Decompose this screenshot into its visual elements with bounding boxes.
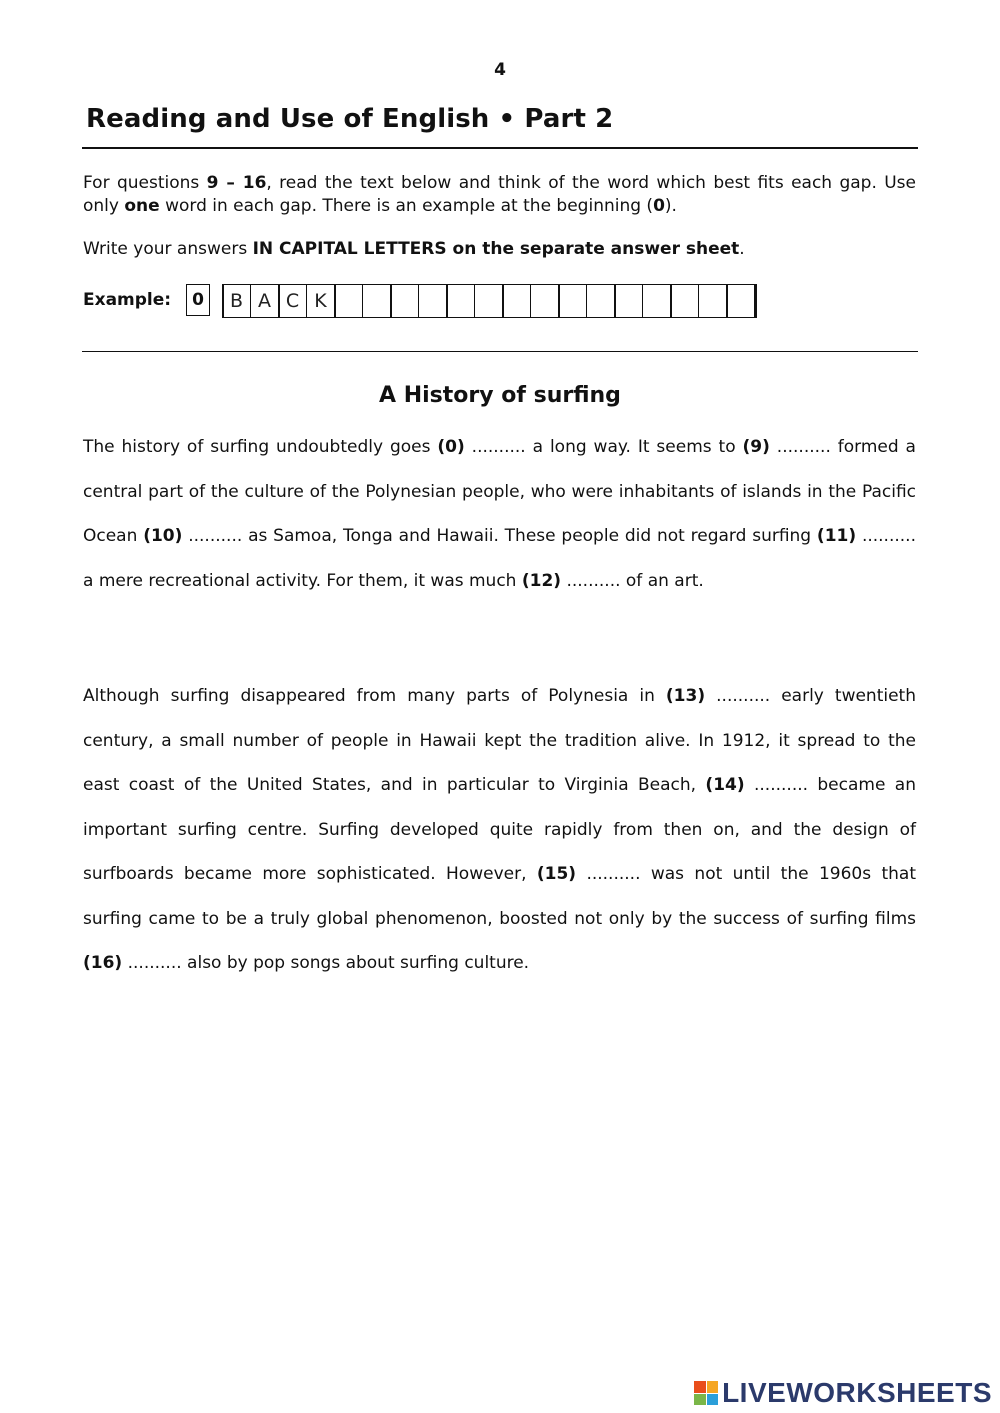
- instructions-line-2: Write your answers IN CAPITAL LETTERS on the separate answer sheet.: [83, 239, 745, 259]
- gap-13: (13): [665, 686, 706, 706]
- example-letter-cell: [446, 284, 474, 318]
- example-letter-cell: [418, 284, 446, 318]
- gap-12: (12): [521, 570, 562, 591]
- gap-10: (10): [143, 526, 183, 546]
- gap-16: (16): [83, 953, 123, 973]
- instructions-line-1: For questions 9 – 16, read the text below and think of the word which best fits each gap. Use only one word in each gap. There is an example at the beginning (0).: [83, 173, 916, 216]
- example-letter-cell: [502, 284, 530, 318]
- gap-15: (15): [536, 864, 577, 884]
- gap-9: (9): [742, 437, 770, 457]
- example-letter-cell: [362, 284, 390, 318]
- example-letter-grid: [222, 284, 757, 318]
- example-letter-cell: [334, 284, 362, 318]
- example-letter-cell: K: [306, 284, 334, 318]
- example-letter-cell: C: [278, 284, 306, 318]
- example-letter-cell: [558, 284, 586, 318]
- example-letter-cell: [642, 284, 670, 318]
- gap-11: (11): [816, 526, 857, 546]
- example-letter-cell: [390, 284, 418, 318]
- liveworksheets-watermark: [694, 1377, 992, 1409]
- example-letter-cell: [698, 284, 726, 318]
- example-letter-cell: A: [250, 284, 278, 318]
- paragraph-2: Although surfing disappeared from many parts of Polynesia in (13) .......... early twentieth century, a small number of people in Hawaii kept the tradition alive. In 1912, it spread to the east coast of the United States, and in particular to Virginia Beach, (14) .......... became an important surfing centre. Surfing developed quite rapidly from then on, and the design of surfboards became more sophisticated. However, (15) .......... was not until the 1960s that surfing came to be a truly global phenomenon, boosted not only by the success of surfing films (16) .......... also by pop songs about surfing culture.: [83, 686, 916, 973]
- text-title: A History of surfing: [379, 383, 621, 408]
- gap-14: (14): [705, 775, 745, 795]
- example-number-box: 0: [186, 284, 210, 316]
- section-title: Reading and Use of English • Part 2: [86, 104, 614, 134]
- example-letter-cell: [530, 284, 558, 318]
- example-letter-cell: [670, 284, 698, 318]
- logo-cell: [707, 1394, 719, 1406]
- paragraph-1: The history of surfing undoubtedly goes (0) .......... a long way. It seems to (9) .......... formed a central part of the culture of the Polynesian people, who were inhabitants of islands in the Pacific Ocean (10) .......... as Samoa, Tonga and Hawaii. These people did not regard surfing (11) .......... a mere recreational activity. For them, it was much (12) .......... of an art.: [83, 437, 916, 591]
- example-divider: [82, 351, 918, 352]
- instructions: [83, 172, 916, 218]
- logo-cell: [694, 1394, 706, 1406]
- example-letter-cell: [614, 284, 642, 318]
- liveworksheets-logo-icon: [694, 1381, 718, 1405]
- logo-cell: [694, 1381, 706, 1393]
- logo-cell: [707, 1381, 719, 1393]
- watermark-text: LIVEWORKSHEETS: [722, 1377, 992, 1408]
- example-letter-cell: [586, 284, 614, 318]
- example-letter-cell: [726, 284, 754, 318]
- title-divider: [82, 147, 918, 149]
- page-number: 4: [494, 60, 506, 80]
- example-label: Example:: [83, 290, 172, 310]
- gap-0: (0): [437, 437, 465, 457]
- example-letter-cell: B: [222, 284, 250, 318]
- example-letter-cell: [474, 284, 502, 318]
